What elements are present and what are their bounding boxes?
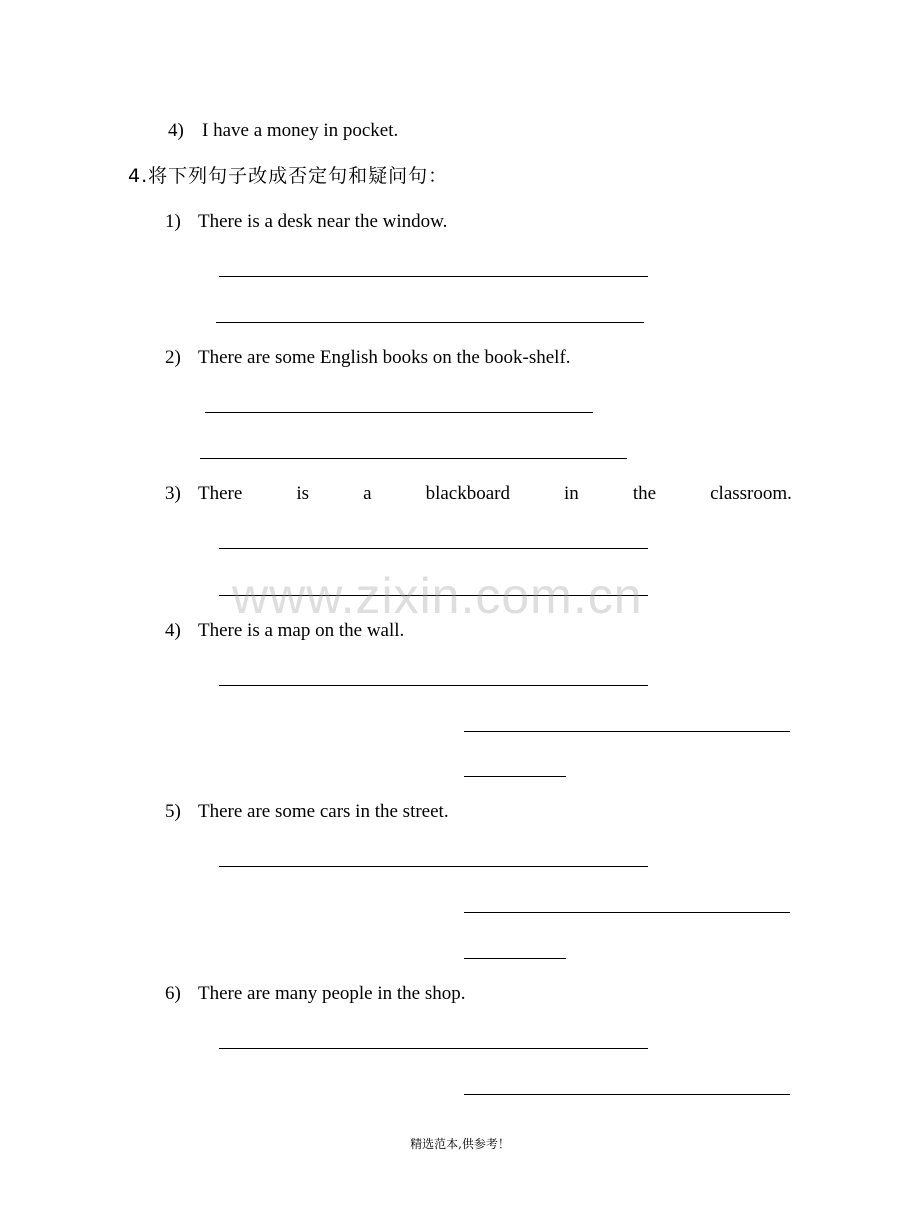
answer-line-5a[interactable] [219,866,648,867]
item-3-word: the [632,483,657,504]
item-1-text: There is a desk near the window. [198,211,448,232]
answer-line-6a[interactable] [219,1048,648,1049]
item-4-number: 4) [165,620,181,641]
item-4-text: There is a map on the wall. [198,620,405,641]
answer-line-3a[interactable] [219,548,648,549]
answer-line-4a[interactable] [219,685,648,686]
item-3-text [198,482,792,506]
prev-item-number: 4) [168,120,184,141]
answer-line-5c[interactable] [464,958,566,959]
answer-line-1b[interactable] [216,322,644,323]
answer-line-2a[interactable] [205,412,593,413]
item-5-text: There are some cars in the street. [198,801,449,822]
item-5-number: 5) [165,801,181,822]
answer-line-2b[interactable] [200,458,627,459]
item-3-word: a [363,483,372,504]
answer-line-4b[interactable] [464,731,790,732]
item-6-text: There are many people in the shop. [198,983,466,1004]
item-3-word: is [296,483,310,504]
item-3-word: classroom. [710,483,792,504]
item-3-word: blackboard [425,483,510,504]
item-6-number: 6) [165,983,181,1004]
item-3-word: There [198,483,243,504]
watermark: www.zixin.com.cn [232,568,643,624]
item-2-text: There are some English books on the book-shelf. [198,347,571,368]
answer-line-5b[interactable] [464,912,790,913]
answer-line-1a[interactable] [219,276,648,277]
item-2-number: 2) [165,347,181,368]
answer-line-6b[interactable] [464,1094,790,1095]
item-3-word: in [564,483,579,504]
page-footer: 精选范本,供参考！ [410,1137,510,1151]
item-3-number: 3) [165,483,181,504]
answer-line-4c[interactable] [464,776,566,777]
item-1-number: 1) [165,211,181,232]
section-heading: 4.将下列句子改成否定句和疑问句： [128,165,449,187]
prev-item-text: I have a money in pocket. [202,120,399,141]
